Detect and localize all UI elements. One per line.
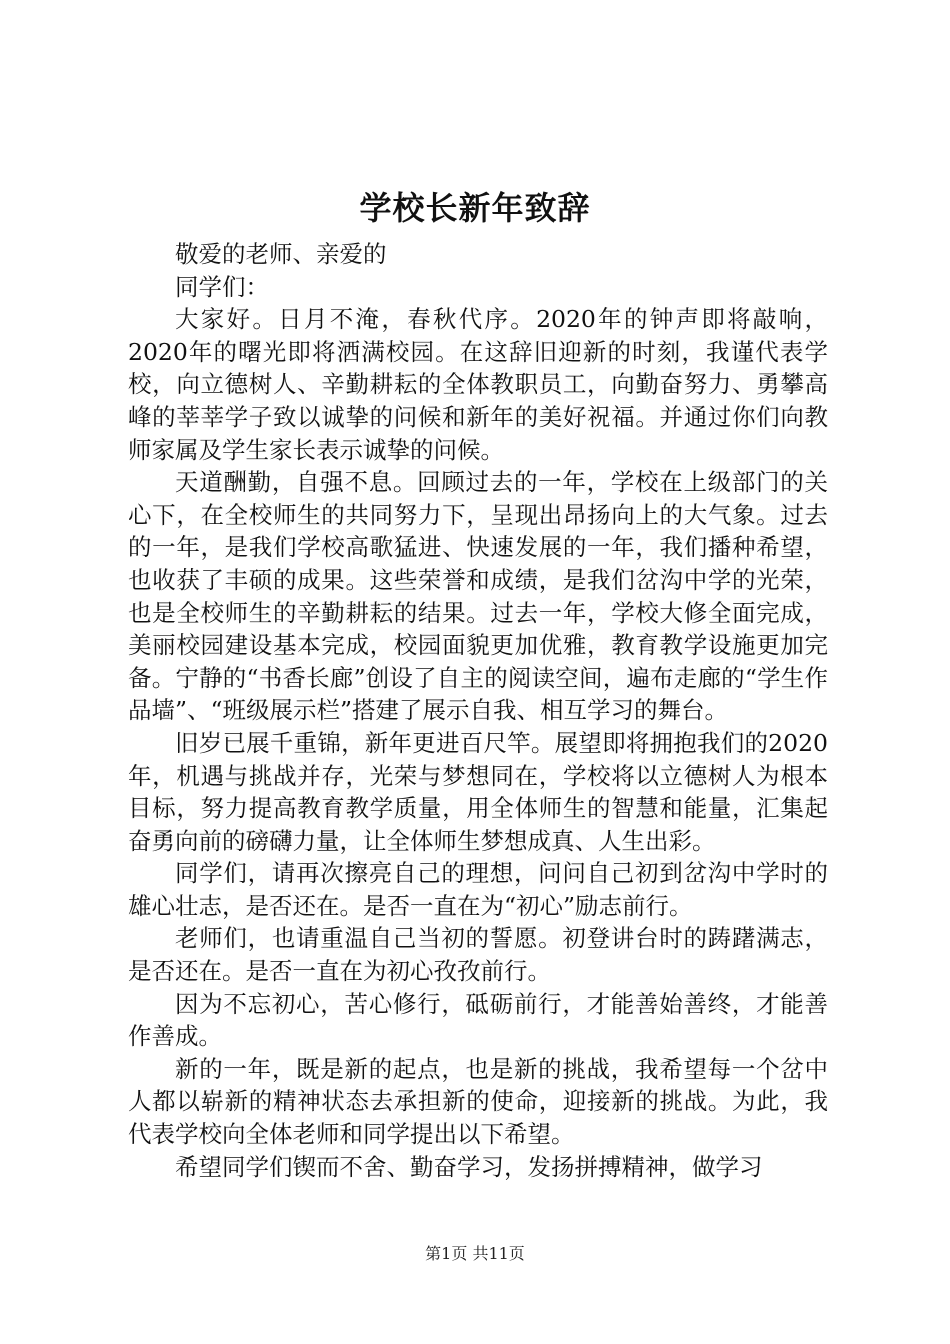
document-body — [128, 238, 828, 1183]
paragraph-original-aspiration: 因为不忘初心，苦心修行，砥砺前行，才能善始善终，才能善作善成。 — [128, 989, 828, 1051]
paragraph-review: 天道酬勤，自强不息。回顾过去的一年，学校在上级部门的关心下，在全校师生的共同努力下，呈现出昂扬向上的大气象。过去的一年，是我们学校高歌猛进、快速发展的一年，我们播种希望，也收获了丰硕的成果。这些荣誉和成绩，是我们岔沟中学的光荣，也是全校师生的辛勤耕耘的结果。过去一年，学校大修全面完成，美丽校园建设基本完成，校园面貌更加优雅，教育教学设施更加完备。宁静的“书香长廊”创设了自主的阅读空间，遍布走廊的“学生作品墙”、“班级展示栏”搭建了展示自我、相互学习的舞台。 — [128, 468, 828, 725]
paragraph-hopes: 希望同学们锲而不舍、勤奋学习，发扬拼搏精神，做学习 — [175, 1152, 763, 1181]
paragraph-outlook: 旧岁已展千重锦，新年更进百尺竿。展望即将拥抱我们的2020年，机遇与挑战并存，光荣与梦想同在，学校将以立德树人为根本目标，努力提高教育教学质量，用全体师生的智慧和能量，汇集起奋勇向前的磅礴力量，让全体师生梦想成真、人生出彩。 — [128, 728, 828, 855]
document-title: 学校长新年致辞 — [359, 189, 591, 227]
salutation-line-1: 敬爱的老师、亲爱的 — [175, 240, 387, 268]
paragraph-teachers: 老师们，也请重温自己当初的誓愿。初登讲台时的踌躇满志，是否还在。是否一直在为初心孜孜前行。 — [128, 924, 828, 986]
paragraph-students: 同学们，请再次擦亮自己的理想，问问自己初到岔沟中学时的雄心壮志，是否还在。是否一直在为“初心”励志前行。 — [128, 859, 828, 920]
paragraph-greeting: 大家好。日月不淹，春秋代序。2020年的钟声即将敲响，2020年的曙光即将洒满校园。在这辞旧迎新的时刻，我谨代表学校，向立德树人、辛勤耕耘的全体教职员工，向勤奋努力、勇攀高峰的莘莘学子致以诚挚的问候和新年的美好祝福。并通过你们向教师家属及学生家长表示诚挚的问候。 — [128, 305, 828, 464]
paragraph-new-year: 新的一年，既是新的起点，也是新的挑战，我希望每一个岔中人都以崭新的精神状态去承担新的使命，迎接新的挑战。为此，我代表学校向全体老师和同学提出以下希望。 — [128, 1054, 828, 1149]
page-footer: 第1页 共11页 — [425, 1244, 525, 1263]
salutation-line-2: 同学们： — [175, 272, 269, 301]
